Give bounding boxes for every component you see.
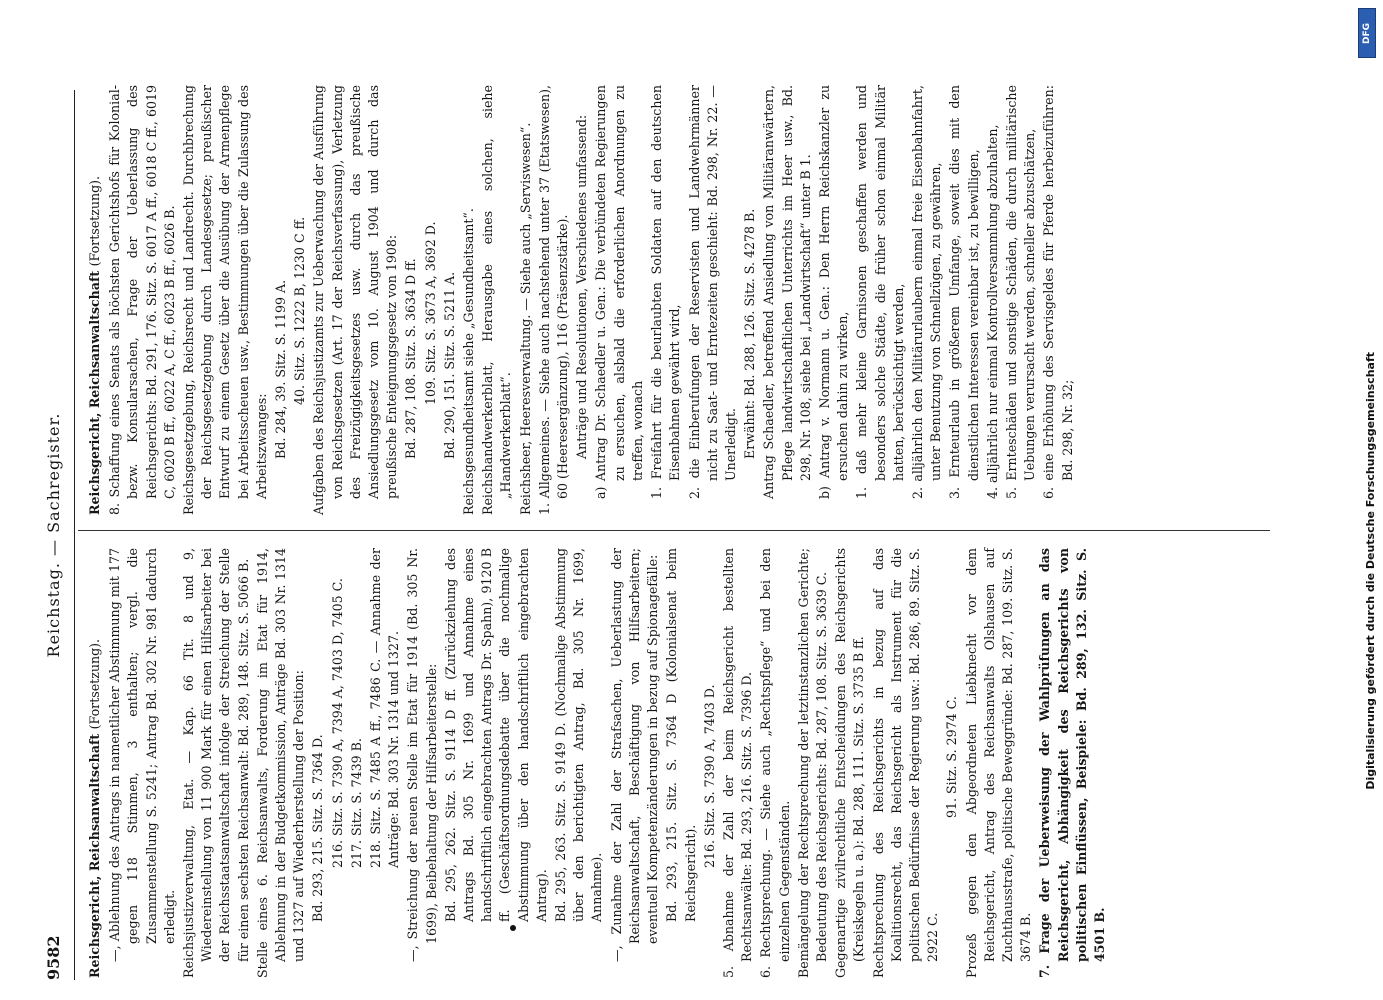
entry: 217. Sitz. S. 7439 B.: [348, 738, 364, 868]
entry: Reichshandwerkerblatt, Herausgabe eines solchen, siehe „Handwerkerblatt“.: [480, 85, 514, 515]
entry: —, Ablehnung des Antrags in namentlicher Abstimmung mit 177 gegen 118 Stimmen, 3 enthalten; vergl. die Zusammenstellung S. 5241; Antrag Bd. 302 Nr. 981 dadurch erledigt.: [107, 548, 177, 962]
page-header: [44, 90, 70, 980]
entry: —, Streichung der neuen Stelle im Etat für 1914 (Bd. 305 Nr. 1699), Beibehaltung der Hilfsarbeiterstelle:: [405, 548, 439, 962]
entry: a) Antrag Dr. Schaedler u. Gen.: Die verbündeten Regierungen zu ersuchen, alsbald die erforderlichen Anordnungen zu treffen, wonach: [593, 85, 645, 499]
entry: Bd. 284, 39. Sitz. S. 1199 A.: [273, 279, 289, 459]
entry: Anträge und Resolutionen, Verschiedenes umfassend:: [574, 114, 590, 459]
entry: Bd. 293, 215. Sitz. S. 7364 D (Kolonialsenat beim Reichsgericht).: [664, 548, 698, 922]
entry: Bd. 293, 215. Sitz. S. 7364 D.: [310, 734, 326, 922]
digitization-credit: Digitalisierung gefördert durch die Deutsche Forschungsgemeinschaft: [1364, 352, 1377, 790]
entry: Antrag Schaedler, betreffend Ansiedlung von Militäranwärtern, Pflege landwirtschaftlichen Unterrichts im Heer usw., Bd. 298, Nr. 108, siehe bei „Landwirtschaft“ unter B 1.: [761, 85, 813, 499]
entry: Reichsjustizverwaltung, Etat. — Kap. 66 Tit. 8 und 9, Wiedereinstellung von 11 900 Mark für einen Hilfsarbeiter bei der Reichsstaatsanwaltschaft infolge der Streichung der Stelle für einen sechsten Reichsanwalt: Bd. 289, 148. Sitz. S. 5066 B.: [181, 548, 251, 978]
right-column: [86, 85, 1078, 515]
entry: Reichsheer, Heeresverwaltung. — Siehe auch „Serviswesen“.: [517, 122, 533, 515]
entry: 1. daß mehr kleine Garnisonen geschaffen werden und besonders solche Städte, die früher schon einmal Militär hatten, berücksichtigt werden,: [854, 85, 906, 499]
entry: 4. alljährlich nur einmal Kontrollversammlung abzuhalten,: [984, 124, 1000, 499]
entry: —, Zunahme der Zahl der Strafsachen, Ueberlastung der Reichsanwaltschaft, Beschäftigung von Hilfsarbeitern; eventuell Kompetenzänderungen in bezug auf Spionagefälle:: [608, 548, 661, 962]
entry: Rechtsprechung des Reichsgerichts in bezug auf das Koalitionsrecht, das Reichsgericht als Instrument für die politischen Bedürfnisse der Regierung usw.: Bd. 286, 89. Sitz. S. 2922 C.: [870, 548, 941, 978]
entry: Reichsgesetzgebung, Reichsrecht und Landrecht. Durchbrechung der Reichsgesetzgebung durch Landesgesetze; preußischer Entwurf zu einem Gesetz über die Ausübung der Armenpflege bei Arbeitsscheuen usw., Bestimmungen über die Zulassung des Arbeitszwanges:: [181, 85, 269, 515]
dfg-logo: DFG: [1358, 8, 1376, 58]
entry: 216. Sitz. S. 7390 A, 7403 D.: [701, 684, 717, 868]
entry: b) Antrag v. Normann u. Gen.: Den Herrn Reichskanzler zu ersuchen dahin zu wirken,: [816, 85, 851, 499]
entry: 5. Ernteschäden und sonstige Schäden, die durch militärische Uebungen verursacht werden, schneller abzuschätzen,: [1003, 85, 1038, 499]
register-page: [30, 70, 1330, 1000]
page-number: 9582: [44, 935, 63, 980]
entry: 218. Sitz. S. 7485 A ff., 7486 C. — Annahme der Anträge: Bd. 303 Nr. 1314 und 1327.: [368, 548, 402, 868]
credit-strip: [1357, 0, 1379, 1000]
entry: Bemängelung der Rechtsprechung der letztinstanzlichen Gerichte; Bedeutung des Reichsgerichts: Bd. 287, 108. Sitz. S. 3639 C.: [795, 548, 829, 978]
entry: Erwähnt: Bd. 288, 126. Sitz. S. 4278 B.: [742, 208, 758, 459]
entry: 2. alljährlich den Militärurlaubern einmal freie Eisenbahnfahrt, unter Benutzung von Schnellzügen, zu gewähren,: [909, 85, 944, 499]
left-column: [86, 548, 1110, 978]
entry: 40. Sitz. S. 1222 B, 1230 C ff.: [292, 216, 308, 405]
header-rule: [74, 90, 75, 980]
entry: 1. Allgemeines. — Siehe auch nachstehend unter 37 (Etatswesen), 60 (Heeresergänzung), 116 (Präsenzstärke).: [536, 85, 571, 515]
entry: 6. eine Erhöhung des Servisgeldes für Pferde herbeizuführen: Bd. 298, Nr. 32;: [1041, 85, 1075, 499]
entry: 91. Sitz. S. 2974 C.: [944, 696, 960, 818]
ink-spot: [510, 925, 516, 931]
entry: 2. die Einberufungen der Reservisten und Landwehrmänner nicht zu Saat- und Erntezeiten geschieht: Bd. 298, Nr. 22. — Unerledigt.: [686, 85, 738, 499]
entry: Aufgaben des Reichsjustizamts zur Ueberwachung der Ausführung von Reichsgesetzen (Art. 17 der Reichsverfassung), Verletzung des Freizügigkeitsgesetzes usw. durch das preußische Ansiedlungsgesetz vom 10. August 1904 und durch das preußische Enteignungsgesetz von 1908:: [311, 85, 400, 515]
entry: 8. Schaffung eines Senats als höchsten Gerichtshofs für Kolonial- bezw. Konsularsachen, Frage der Ueberlassung des Reichsgerichts: Bd. 291, 176. Sitz. S. 6017 A ff., 6018 C ff., 6019 C, 6020 B ff., 6022 A, C ff., 6023 B ff., 6026 B.: [107, 85, 177, 515]
right-column-heading: Reichsgericht, Reichsanwaltschaft (Fortsetzung).: [87, 175, 102, 515]
entry: Bd. 290, 151. Sitz. S. 5211 A.: [441, 271, 457, 459]
entry: 109. Sitz. S. 3673 A, 3692 D.: [422, 221, 438, 405]
entry: Bd. 295, 263. Sitz. S. 9149 D. (Nochmalige Abstimmung über den berichtigten Antrag, Bd. 305 Nr. 1699, Annahme).: [553, 548, 605, 922]
entry: Stelle eines 6. Reichsanwalts, Forderung im Etat für 1914, Ablehnung in der Budgetkommission, Anträge Bd. 303 Nr. 1314 und 1327 auf Wiederherstellung der Position:: [254, 548, 307, 978]
entry: Gegenartige zivilrechtliche Entscheidungen des Reichsgerichts (Kreiskegeln u. a.): Bd. 288, 111. Sitz. S. 3735 B ff.: [833, 548, 867, 978]
entry: 7. Frage der Ueberweisung der Wahlprüfungen an das Reichsgericht, Abhängigkeit des Reichsgerichts von politischen Einflüssen, Beispiele: Bd. 289, 132. Sitz. S. 4501 B.: [1037, 548, 1107, 978]
entry: 216. Sitz. S. 7390 A, 7394 A, 7403 D, 7405 C.: [329, 578, 345, 868]
entry: Prozeß gegen den Abgeordneten Liebknecht vor dem Reichsgericht, Antrag des Reichsanwalts Olshausen auf Zuchthausstrafe, politische Beweggründe: Bd. 287, 109. Sitz. S. 3674 B.: [963, 548, 1034, 978]
column-divider: [78, 530, 1270, 531]
entry: Reichsgesundheitsamt siehe „Gesundheitsamt“.: [461, 208, 477, 515]
running-title: Reichstag. — Sachregister.: [44, 412, 63, 658]
entry: 5. Abnahme der Zahl der beim Reichsgericht bestellten Rechtsanwälte: Bd. 293, 216. Sitz. S. 7396 D.: [720, 548, 755, 978]
entry: Bd. 287, 108. Sitz. S. 3634 D ff.: [403, 258, 419, 459]
entry: 1. Freifahrt für die beurlaubten Soldaten auf den deutschen Eisenbahnen gewährt wird,: [649, 85, 683, 499]
entry: 6. Rechtsprechung. — Siehe auch „Rechtspflege“ und bei den einzelnen Gegenständen.: [758, 548, 792, 978]
entry: Bd. 295, 262. Sitz. S. 9114 D ff. (Zurückziehung des Antrags Bd. 305 Nr. 1699 und Annahme eines handschriftlich eingebrachten Antrags Dr. Spahn), 9120 B ff. (Geschäftsordnungsdebatte über die nochmalige Abstimmung über den handschriftlich eingebrachten Antrag).: [442, 548, 549, 922]
left-column-heading: Reichsgericht, Reichsanwaltschaft (Fortsetzung).: [87, 638, 102, 978]
entry: 3. Ernteurlaub in größerem Umfange, soweit dies mit den dienstlichen Interessen vereinbar ist, zu bewilligen,: [947, 85, 981, 499]
